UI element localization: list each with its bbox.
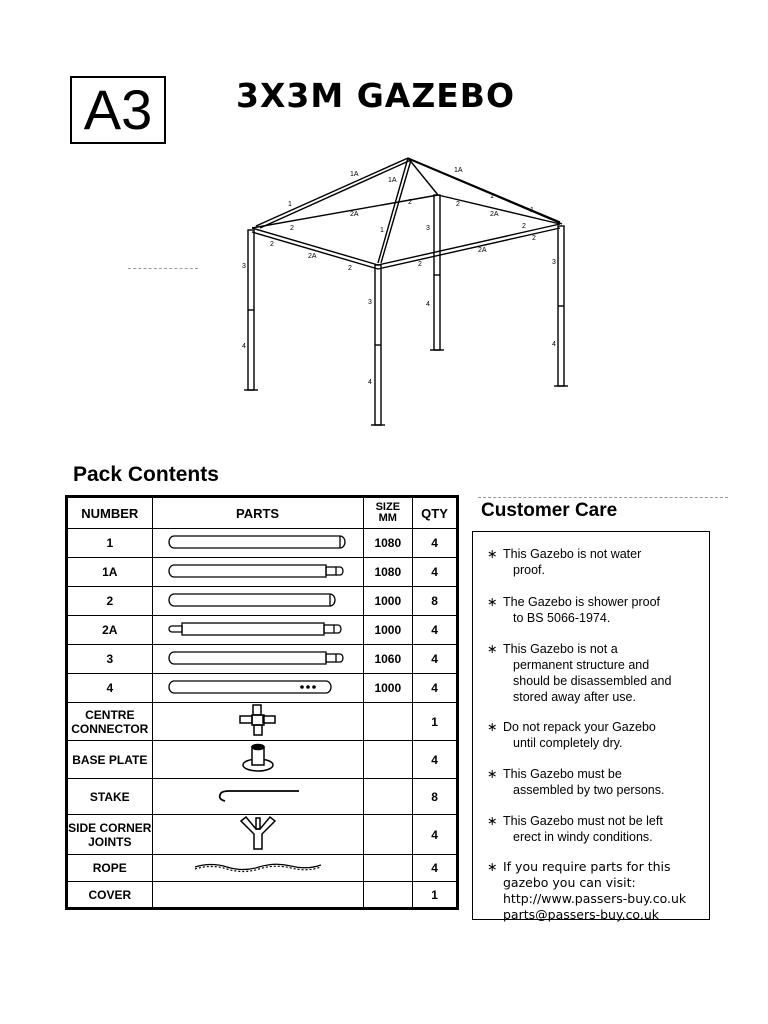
diagram-label: 3: [426, 225, 430, 232]
row-size: [363, 741, 413, 779]
pole-1a-icon: [152, 558, 363, 587]
table-row: [67, 529, 458, 558]
pole-4-icon: [152, 674, 363, 703]
scan-artifact: [478, 497, 728, 498]
diagram-label: 2: [532, 235, 536, 242]
row-qty: 4: [413, 741, 458, 779]
diagram-label: 4: [552, 341, 556, 348]
scan-artifact: [128, 268, 198, 269]
diagram-label: 1: [490, 193, 494, 200]
care-note: ∗ The Gazebo is shower proof to BS 5066-1974.: [487, 595, 661, 625]
table-row: [67, 815, 458, 855]
row-qty: 4: [413, 616, 458, 645]
pole-2a-icon: [152, 616, 363, 645]
row-size: 1060: [363, 645, 413, 674]
section-code: A3: [70, 76, 166, 144]
diagram-label: 4: [426, 301, 430, 308]
bullet-star-icon: ∗: [487, 642, 498, 656]
row-qty: 1: [413, 703, 458, 741]
row-size: [363, 882, 413, 909]
bullet-star-icon: ∗: [487, 547, 498, 561]
row-number: STAKE: [67, 779, 153, 815]
column-header-number: NUMBER: [67, 497, 153, 529]
row-qty: 8: [413, 779, 458, 815]
table-row: [67, 779, 458, 815]
diagram-label: 3: [368, 299, 372, 306]
table-row: [67, 882, 458, 909]
eave-back-right: [438, 195, 560, 224]
bullet-star-icon: ∗: [487, 767, 498, 781]
care-note: ∗ This Gazebo must be assembled by two persons.: [487, 767, 665, 797]
pole-1-icon: [152, 529, 363, 558]
pack-contents-table: [65, 495, 459, 910]
diagram-label: 2: [290, 225, 294, 232]
diagram-label: 2: [348, 265, 352, 272]
column-header-qty: QTY: [413, 497, 458, 529]
rope-icon: [152, 855, 363, 882]
row-size: [363, 815, 413, 855]
column-header-size: SIZE MM: [363, 497, 413, 529]
row-qty: 4: [413, 645, 458, 674]
diagram-label: 2: [418, 261, 422, 268]
diagram-label: 2A: [490, 211, 499, 218]
row-number: 1: [67, 529, 153, 558]
pole-2-icon: [152, 587, 363, 616]
row-size: 1080: [363, 529, 413, 558]
diagram-label: 2A: [478, 247, 487, 254]
diagram-label: 1: [530, 207, 534, 214]
diagram-label: 2: [456, 201, 460, 208]
table-header-row: [67, 497, 458, 529]
side-corner-joint-icon: [152, 815, 363, 855]
ridge-back: [408, 158, 438, 195]
ridge-front: [378, 158, 408, 263]
diagram-label: 4: [242, 343, 246, 350]
row-number: 2: [67, 587, 153, 616]
diagram-label: 3: [242, 263, 246, 270]
table-row: [67, 616, 458, 645]
customer-care-heading: Customer Care: [481, 500, 618, 521]
diagram-label: 1: [288, 201, 292, 208]
bullet-star-icon: ∗: [487, 860, 498, 874]
row-qty: 4: [413, 855, 458, 882]
ridge-right: [408, 158, 560, 222]
table-row: [67, 645, 458, 674]
care-note: ∗ If you require parts for this gazebo you can visit: http://www.passers-buy.co.uk parts@passers-buy.co.uk: [487, 859, 687, 922]
diagram-label: 4: [368, 379, 372, 386]
row-qty: 4: [413, 529, 458, 558]
row-qty: 4: [413, 558, 458, 587]
diagram-label: 3: [552, 259, 556, 266]
diagram-label: 2A: [308, 253, 317, 260]
stake-icon: [152, 779, 363, 815]
row-number: COVER: [67, 882, 153, 909]
row-size: 1000: [363, 674, 413, 703]
row-number: CENTRE CONNECTOR: [67, 703, 153, 741]
row-qty: 8: [413, 587, 458, 616]
care-note: ∗ This Gazebo is not water proof.: [487, 547, 642, 577]
column-header-parts: PARTS: [152, 497, 363, 529]
row-qty: 1: [413, 882, 458, 909]
row-part-empty: [152, 882, 363, 909]
row-size: 1000: [363, 616, 413, 645]
table-row: [67, 587, 458, 616]
diagram-label: 2A: [350, 211, 359, 218]
centre-connector-icon: [152, 703, 363, 741]
page-title: 3X3M GAZEBO: [236, 76, 515, 115]
bullet-star-icon: ∗: [487, 595, 498, 609]
pack-contents-heading: Pack Contents: [73, 463, 219, 486]
row-number: SIDE CORNER JOINTS: [67, 815, 153, 855]
table-row: [67, 741, 458, 779]
row-size: 1080: [363, 558, 413, 587]
row-size: [363, 703, 413, 741]
diagram-label: 2: [522, 223, 526, 230]
gazebo-frame-diagram: [230, 150, 590, 430]
row-qty: 4: [413, 815, 458, 855]
leg-back: [434, 195, 440, 350]
table-row: [67, 703, 458, 741]
bullet-star-icon: ∗: [487, 814, 498, 828]
row-number: 2A: [67, 616, 153, 645]
row-size: [363, 779, 413, 815]
pole-3-icon: [152, 645, 363, 674]
row-size: 1000: [363, 587, 413, 616]
care-note: ∗ Do not repack your Gazebo until completely dry.: [487, 720, 656, 750]
diagram-label: 2: [408, 199, 412, 206]
row-number: 1A: [67, 558, 153, 587]
table-row: [67, 674, 458, 703]
diagram-label: 1A: [350, 171, 359, 178]
diagram-label: 2: [270, 241, 274, 248]
base-plate-icon: [152, 741, 363, 779]
row-number: ROPE: [67, 855, 153, 882]
bullet-star-icon: ∗: [487, 720, 498, 734]
table-row: [67, 855, 458, 882]
ridge-left-front: [256, 158, 408, 226]
row-size: [363, 855, 413, 882]
eave-front-right: [378, 224, 560, 265]
diagram-label: 1A: [454, 167, 463, 174]
care-note: ∗ This Gazebo is not a permanent structure and should be disassembled and stored away after use.: [487, 642, 672, 704]
row-number: 3: [67, 645, 153, 674]
customer-care-box: [472, 531, 710, 920]
diagram-label: 1A: [388, 177, 397, 184]
care-note: ∗ This Gazebo must not be left erect in windy conditions.: [487, 814, 663, 844]
row-number: BASE PLATE: [67, 741, 153, 779]
row-qty: 4: [413, 674, 458, 703]
row-number: 4: [67, 674, 153, 703]
table-row: [67, 558, 458, 587]
diagram-label: 1: [380, 227, 384, 234]
